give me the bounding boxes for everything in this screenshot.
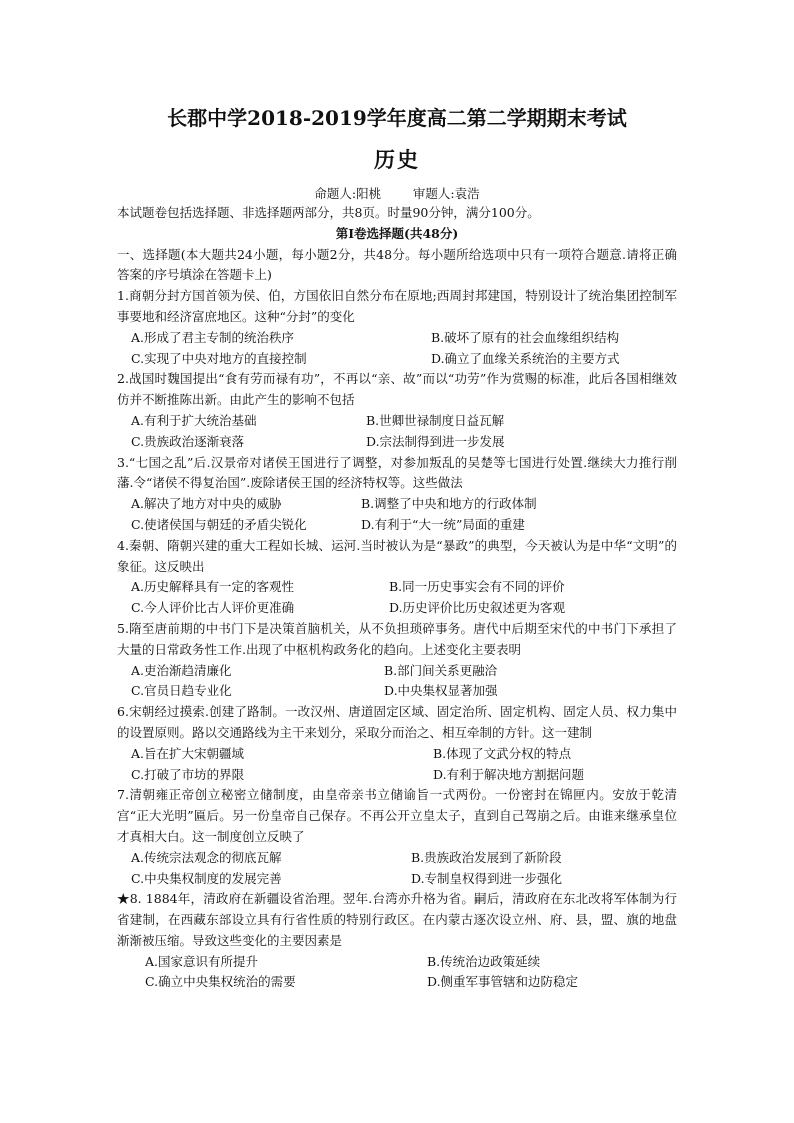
section-instructions: 一、选择题(本大题共24小题，每小题2分，共48分。每小题所给选项中只有一项符合题意.请将正确答案的序号填涂在答题卡上)	[117, 246, 677, 283]
question-stem: ★8. 1884年，清政府在新疆设省治理。翌年.台湾亦升格为省。嗣后，清政府在东北改将军体制为行省建制，在西藏东部设立具有行省性质的特别行政区。在内蒙古逐次设立州、府、县，盟、旗的地盘渐渐被压缩。导致这些变化的主要因素是	[117, 891, 677, 948]
intro-line: 本试题卷包括选择题、非选择题两部分，共8页。时量90分钟，满分100分。	[117, 205, 540, 220]
exam-title: 长郡中学2018-2019学年度高二第二学期期末考试	[167, 106, 627, 130]
option-b: B.调整了中央和地方的行政体制	[361, 496, 537, 512]
question-stem: 7.清朝雍正帝创立秘密立储制度，由皇帝亲书立储谕旨一式两份。一份密封在锦匣内。安放于乾清宫“正大光明”匾后。另一份皇帝自己保存。不再公开立皇太子，直到自己驾崩之后。由谁来继承皇位才真相大白。这一制度创立反映了	[117, 787, 677, 844]
option-b: B.破坏了原有的社会血缘组织结构	[431, 329, 620, 345]
question-stem: 2.战国时魏国提出“食有劳而禄有功”，不再以“亲、故”而以“功劳”作为赏赐的标准，此后各国相继效仿并不断推陈出新。由此产生的影响不包括	[117, 371, 677, 408]
question-stem: 6.宋朝经过摸索.创建了路制。一改汉州、唐道固定区域、固定治所、固定机构、固定人员、权力集中的设置原则。路以交通路线为主干来划分，采取分而治之、相互牵制的方针。这一建制	[117, 704, 677, 740]
option-a: A.国家意识有所提升	[145, 953, 259, 969]
question-7	[117, 785, 677, 889]
option-a: A.历史解释具有一定的客观性	[131, 579, 295, 595]
question-4	[117, 536, 677, 619]
question-6	[117, 702, 677, 785]
option-b: B.同一历史事实会有不同的评价	[389, 579, 565, 595]
question-stem: 4.秦朝、隋朝兴建的重大工程如长城、运河.当时被认为是“暴政”的典型，今天被认为是中华“文明”的象征。这反映出	[117, 537, 677, 574]
option-d: D.专制皇权得到进一步强化	[411, 870, 563, 886]
question-stem: 5.隋至唐前期的中书门下是决策首脑机关，从不负担琐碎事务。唐代中后期至宋代的中书门下承担了大量的日常政务性工作.出现了中枢机构政务化的趋向。上述变化主要表明	[117, 620, 677, 657]
question-8	[117, 889, 677, 993]
option-c: C.贵族政治逐渐衰落	[131, 433, 245, 449]
options	[117, 328, 677, 370]
options	[117, 848, 677, 890]
option-d: D.确立了血缘关系统治的主要方式	[431, 350, 620, 366]
option-b: B.体现了文武分权的特点	[433, 745, 572, 761]
option-b: B.部门间关系更融洽	[384, 662, 498, 678]
option-d: D.侧重军事管辖和边防稳定	[427, 974, 579, 990]
option-d: D.中央集权显著加强	[384, 683, 498, 699]
question-1	[117, 286, 677, 369]
option-c: C.打破了市坊的界限	[131, 766, 245, 782]
option-c: C.实现了中央对地方的直接控制	[131, 350, 307, 366]
section-title: 第Ⅰ卷选择题(共48分)	[335, 225, 459, 241]
options	[117, 952, 677, 994]
options	[117, 494, 677, 536]
option-a: A.旨在扩大宋朝疆域	[131, 745, 245, 761]
question-5	[117, 619, 677, 702]
authors-line: 命题人:阳桃 审题人:袁浩	[314, 186, 480, 201]
question-2	[117, 369, 677, 452]
option-c: C.确立中央集权统治的需要	[145, 974, 296, 990]
option-c: C.使诸侯国与朝廷的矛盾尖锐化	[131, 516, 307, 532]
option-d: D.有利于“大一统”局面的重建	[361, 516, 525, 532]
option-a: A.形成了君主专制的统治秩序	[131, 329, 295, 345]
option-a: A.吏治渐趋清廉化	[131, 662, 232, 678]
option-b: B.贵族政治发展到了新阶段	[411, 849, 562, 865]
question-3	[117, 453, 677, 536]
option-d: D.有利于解决地方割据问题	[433, 766, 585, 782]
options	[117, 411, 677, 453]
exam-page	[117, 100, 677, 993]
option-d: D.宗法制得到进一步发展	[366, 433, 505, 449]
option-b: B.传统治边政策延续	[427, 953, 541, 969]
option-c: C.官员日趋专业化	[131, 683, 232, 699]
options	[117, 744, 677, 786]
option-a: A.传统宗法观念的彻底瓦解	[131, 849, 282, 865]
option-c: C.中央集权制度的发展完善	[131, 870, 282, 886]
question-stem: 1.商朝分封方国首领为侯、伯，方国依旧自然分布在原地;西周封邦建国，特别设计了统治集团控制军事要地和经济富庶地区。这种“分封”的变化	[117, 288, 677, 324]
subject-title: 历史	[374, 147, 420, 172]
option-c: C.今人评价比古人评价更准确	[131, 600, 295, 616]
option-b: B.世卿世禄制度日益瓦解	[366, 412, 505, 428]
question-stem: 3.“七国之乱”后.汉景帝对诸侯王国进行了调整，对参加叛乱的吴楚等七国进行处置.继续大力推行削藩.令“诸侯不得复治国”.废除诸侯王国的经济特权等。这些做法	[117, 454, 677, 491]
option-a: A.有利于扩大统治基础	[131, 412, 257, 428]
options	[117, 577, 677, 619]
option-d: D.历史评价比历史叙述更为客观	[389, 600, 566, 616]
option-a: A.解决了地方对中央的威胁	[131, 496, 282, 512]
options	[117, 661, 677, 703]
